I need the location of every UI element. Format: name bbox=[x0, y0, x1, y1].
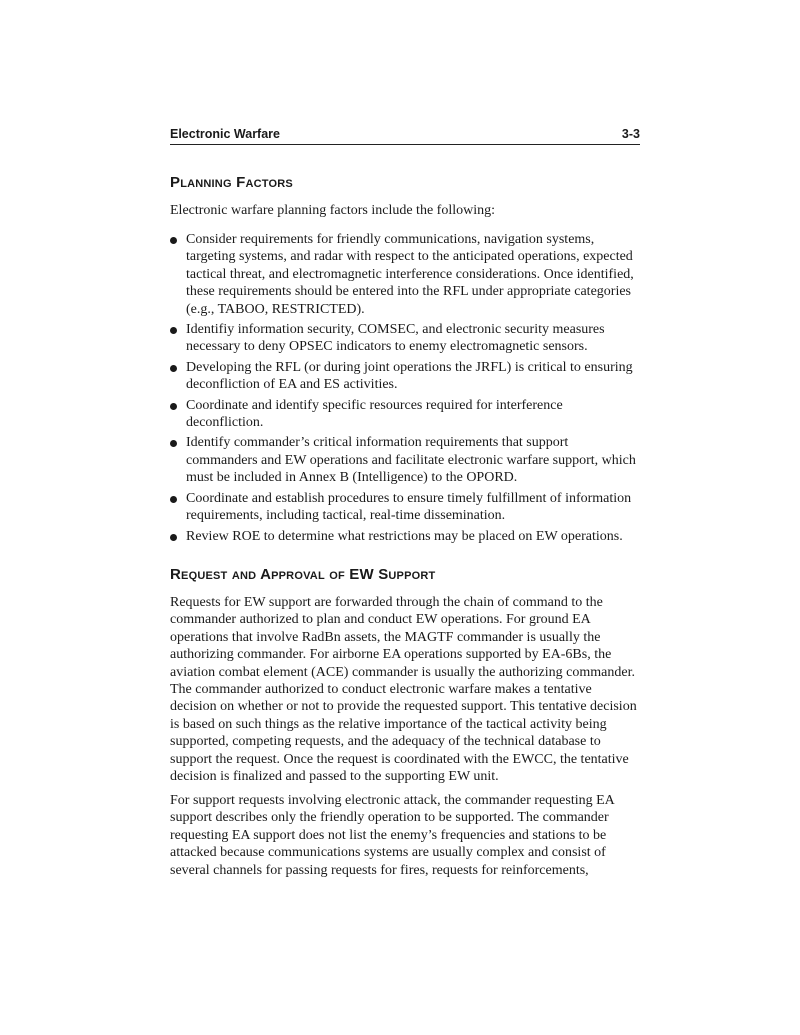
request-approval-heading: Request and Approval of EW Support bbox=[170, 566, 436, 583]
list-item-text: Developing the RFL (or during joint operations the JRFL) is critical to ensuring deconfliction of EA and ES activities. bbox=[186, 359, 633, 393]
running-header bbox=[170, 127, 640, 145]
planning-factors-list bbox=[170, 231, 640, 548]
list-item bbox=[170, 434, 640, 486]
list-item-text: Identifiy information security, COMSEC, and electronic security measures necessary to deny OPSEC indicators to enemy electromagnetic sensors. bbox=[186, 322, 605, 355]
list-item bbox=[170, 321, 640, 356]
request-paragraph-2: For support requests involving electronic attack, the commander requesting EA support describes only the friendly operation to be supported. The commander requesting EA support does not list the enemy’s frequencies and stations to be attacked because communications systems are usually complex and consist of several channels for passing requests for fires, requests for reinforcements, bbox=[170, 793, 614, 878]
list-item bbox=[170, 359, 640, 394]
header-rule bbox=[170, 144, 640, 145]
planning-factors-heading: Planning Factors bbox=[170, 174, 293, 191]
list-item-text: Review ROE to determine what restrictions may be placed on EW operations. bbox=[186, 528, 623, 544]
list-item bbox=[170, 528, 640, 545]
list-item bbox=[170, 231, 640, 318]
bullet-icon bbox=[170, 496, 177, 503]
request-paragraph-1: Requests for EW support are forwarded through the chain of command to the commander authorized to plan and conduct EW operations. For ground EA operations that involve RadBn assets, the MAGTF commander is usually the authorizing commander. For airborne EA operations supported by EA-6Bs, the aviation combat element (ACE) commander is usually the authorizing commander. The commander authorized to conduct electronic warfare makes a tentative decision on whether or not to provide the requested support. This tentative decision is based on such things as the relative importance of the tactical activity being supported, competing requests, and the adequacy of the technical database to support the request. Once the request is coordinated with the EWCC, the tentative decision is finalized and passed to the supporting EW unit. bbox=[170, 595, 637, 785]
list-item-text: Identify commander’s critical information requirements that support commanders and EW operations and facilitate electronic warfare support, which must be included in Annex B (Intelligence) to the OPORD. bbox=[186, 435, 636, 486]
bullet-icon bbox=[170, 403, 177, 410]
list-item bbox=[170, 490, 640, 525]
bullet-icon bbox=[170, 534, 177, 541]
bullet-icon bbox=[170, 237, 177, 244]
planning-intro: Electronic warfare planning factors include the following: bbox=[170, 203, 495, 218]
bullet-icon bbox=[170, 365, 177, 372]
bullet-icon bbox=[170, 440, 177, 447]
page-number: 3-3 bbox=[621, 127, 640, 141]
list-item-text: Coordinate and establish procedures to ensure timely fulfillment of information requirements, including tactical, real-time dissemination. bbox=[186, 490, 632, 524]
list-item bbox=[170, 397, 640, 432]
list-item-text: Consider requirements for friendly communications, navigation systems, targeting systems, and radar with respect to the anticipated operations, expected tactical threat, and electromagnetic interference considerations. Once identified, these requirements should be entered into the RFL under appropriate categories (e.g., TABOO, RESTRICTED). bbox=[186, 232, 634, 317]
list-item-text: Coordinate and identify specific resources required for interference deconfliction. bbox=[186, 397, 563, 431]
bullet-icon bbox=[170, 327, 177, 334]
header-title: Electronic Warfare bbox=[170, 127, 280, 141]
